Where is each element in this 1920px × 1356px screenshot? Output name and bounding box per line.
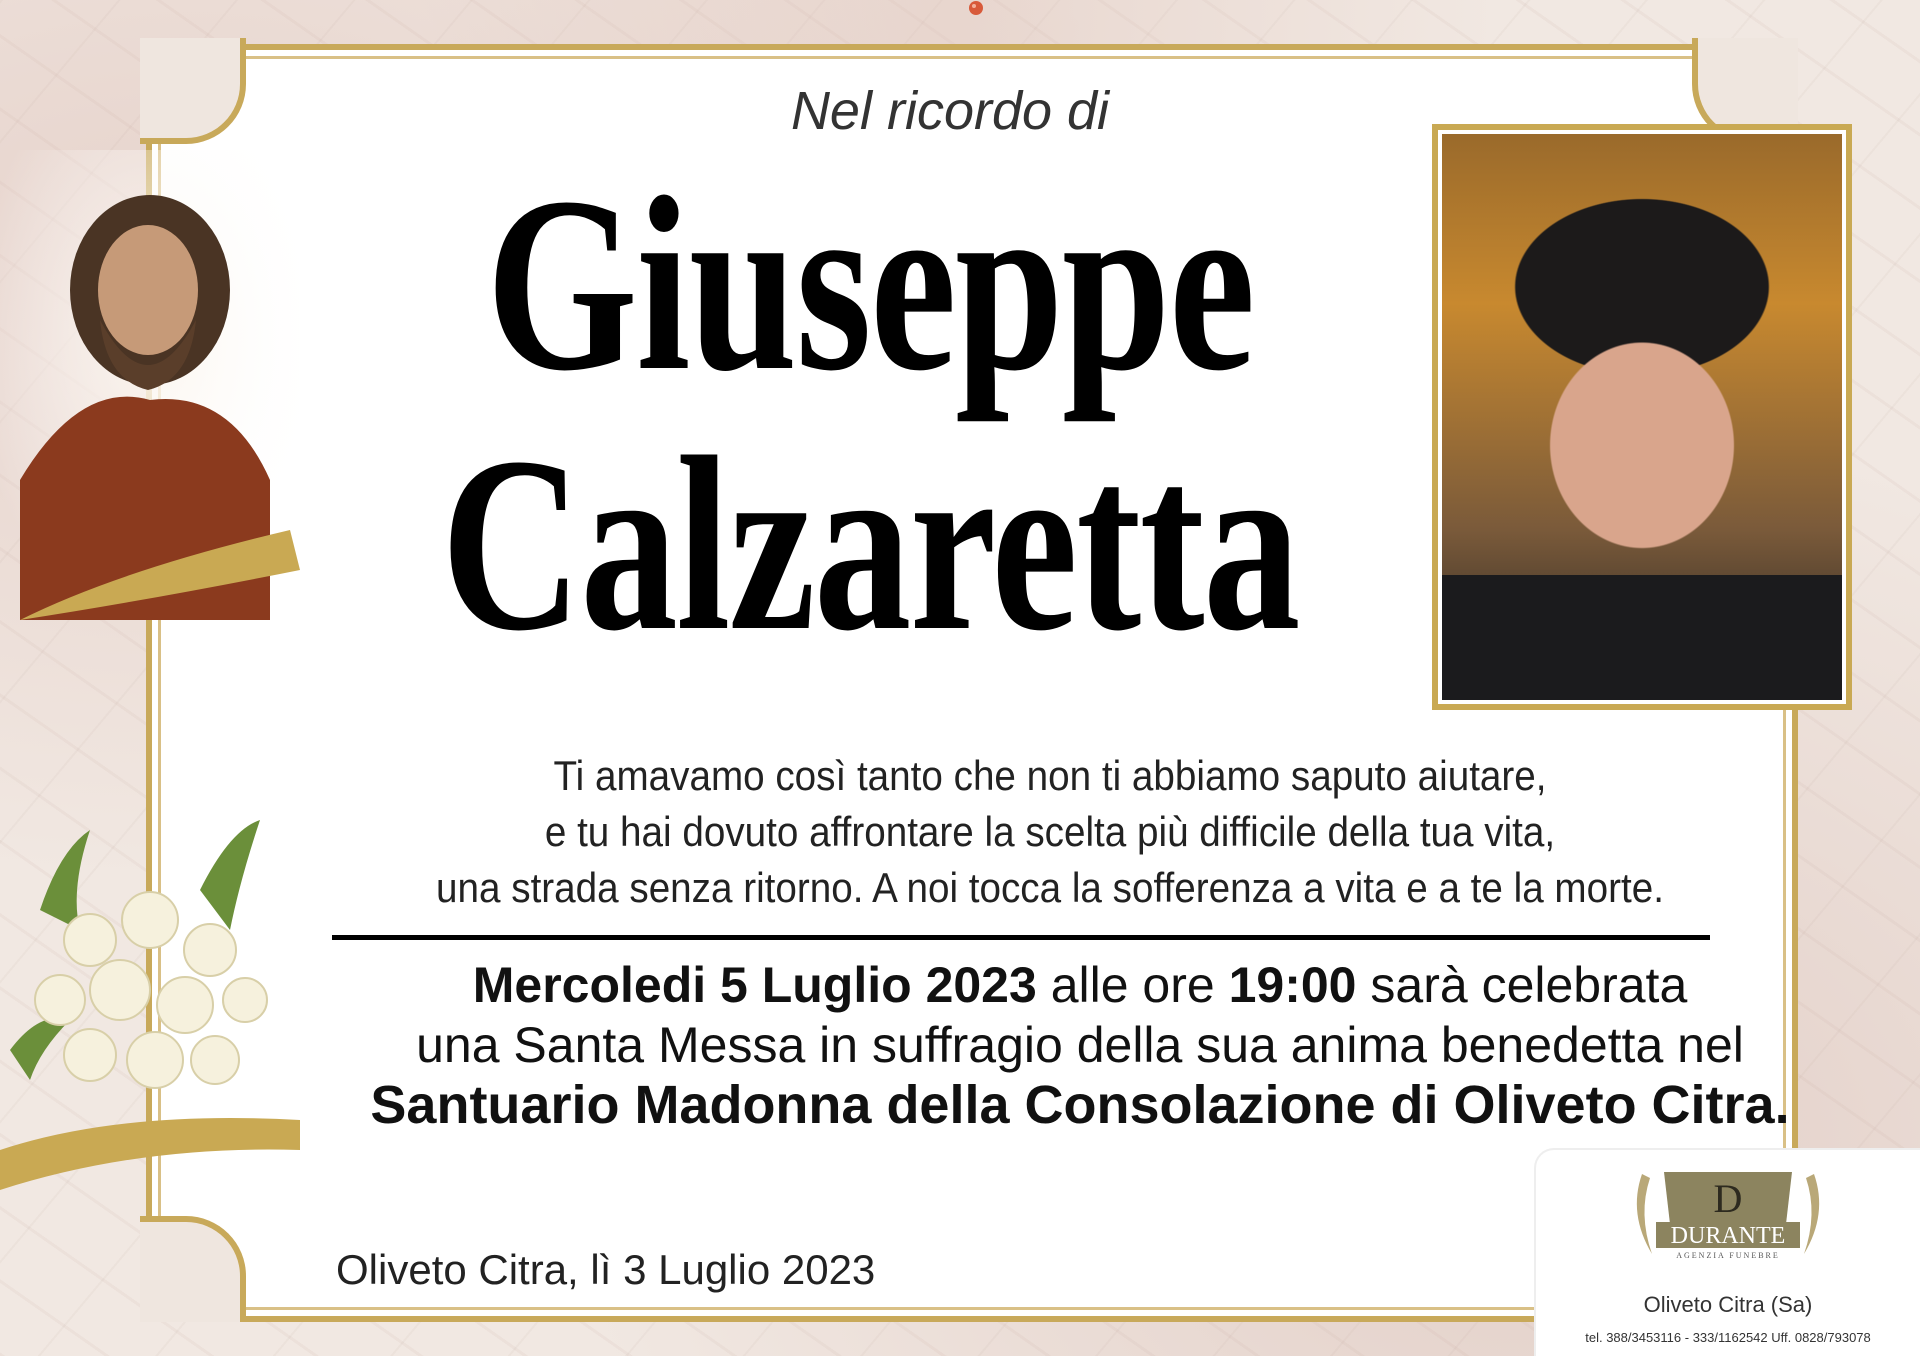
durante-logo (1628, 1164, 1828, 1264)
mass-line-2: una Santa Messa in suffragio della sua anima benedetta nel (416, 1017, 1744, 1073)
memorial-verse (388, 748, 1713, 916)
divider-line (332, 935, 1710, 940)
svg-text:AGENZIA FUNEBRE: AGENZIA FUNEBRE (1676, 1251, 1780, 1260)
deceased-last-name: Calzaretta (441, 406, 1299, 683)
svg-text:D: D (1713, 1176, 1743, 1221)
svg-text:DURANTE: DURANTE (1670, 1223, 1786, 1249)
portrait-photo-image (1442, 134, 1842, 700)
mass-time: 19:00 (1228, 957, 1357, 1013)
funeral-agency-box (1536, 1150, 1920, 1356)
mass-celebrated: sarà celebrata (1370, 957, 1688, 1013)
mass-line-1 (300, 955, 1860, 1015)
agency-phones: tel. 388/3453116 - 333/1162542 Uff. 0828/793078 (1585, 1330, 1871, 1345)
pushpin-icon (964, 0, 988, 20)
mass-at-time: alle ore (1050, 957, 1215, 1013)
place-and-date: Oliveto Citra, lì 3 Luglio 2023 (336, 1246, 876, 1293)
deceased-first-name: Giuseppe (486, 146, 1254, 423)
intro-text: Nel ricordo di (790, 81, 1110, 141)
deceased-photo (1432, 124, 1852, 710)
white-roses-bouquet-icon (0, 790, 310, 1190)
mass-location: Santuario Madonna della Consolazione di Oliveto Citra. (370, 1075, 1790, 1135)
verse-line: e tu hai dovuto affrontare la scelta più difficile della tua vita, (544, 808, 1556, 855)
verse-line: Ti amavamo così tanto che non ti abbiamo saputo aiutare, (553, 752, 1547, 799)
mass-announcement (300, 955, 1860, 1135)
verse-line: una strada senza ritorno. A noi tocca la sofferenza a vita e a te la morte. (436, 864, 1664, 911)
mass-date: Mercoledi 5 Luglio 2023 (472, 957, 1037, 1013)
agency-city: Oliveto Citra (Sa) (1643, 1292, 1813, 1317)
jesus-portrait-icon (0, 150, 300, 620)
